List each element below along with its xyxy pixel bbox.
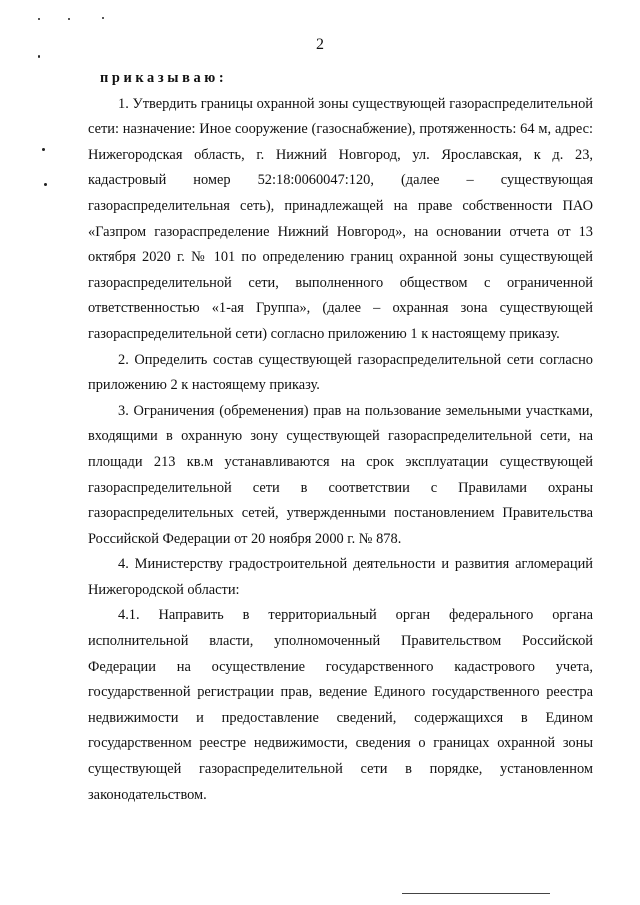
paragraph-2: 2. Определить состав существующей газораспределительной сети согласно приложению 2 к настоящему приказу. <box>88 351 593 394</box>
scan-speck <box>44 183 47 186</box>
decree-heading: приказываю: <box>100 70 228 86</box>
page-number: 2 <box>316 36 324 53</box>
paragraph-3: 3. Ограничения (обременения) прав на пользование земельными участками, входящими в охранную зону существующей газораспределительной сети, на площади 213 кв.м устанавливаются на срок эксплуатации существующей газораспределительной сети в соответствии с Правилами охраны газораспределительных сетей, утвержденными постановлением Правительства Российской Федерации от 20 ноября 2000 г. № 878. <box>88 402 593 547</box>
scan-speck <box>38 18 40 20</box>
scan-speck <box>68 18 70 20</box>
scan-speck <box>102 17 104 19</box>
footer-rule <box>402 893 550 894</box>
document-body <box>88 66 593 808</box>
paragraph-1: 1. Утвердить границы охранной зоны существующей газораспределительной сети: назначение: Иное сооружение (газоснабжение), протяженность: 64 м, адрес: Нижегородская область, г. Нижний Новгород, ул. Ярославская, к д. 23, кадастровый номер 52:18:0060047:120, (далее – существующая газораспределительная сеть), принадлежащей на праве собственности ПАО «Газпром газораспределение Нижний Новгород», на основании отчета от 13 октября 2020 г. № 101 по определению границ охранной зоны существующей газораспределительной сети, выполненного обществом с ограниченной ответственностью «1-ая Группа», (далее – охранная зона существующей газораспределительной сети) согласно приложению 1 к настоящему приказу. <box>88 95 593 342</box>
scan-speck <box>38 55 40 58</box>
paragraph-4-1: 4.1. Направить в территориальный орган федерального органа исполнительной власти, уполномоченный Правительством Российской Федерации на осуществление государственного кадастрового учета, государственной регистрации прав, ведение Единого государственного реестра недвижимости и предоставление сведений, содержащихся в Едином государственном реестре недвижимости, сведения о границах охранной зоны существующей газораспределительной сети в порядке, установленном законодательством. <box>88 607 593 803</box>
paragraph-4: 4. Министерству градостроительной деятельности и развития агломераций Нижегородской области: <box>88 556 593 598</box>
scan-speck <box>42 148 45 151</box>
